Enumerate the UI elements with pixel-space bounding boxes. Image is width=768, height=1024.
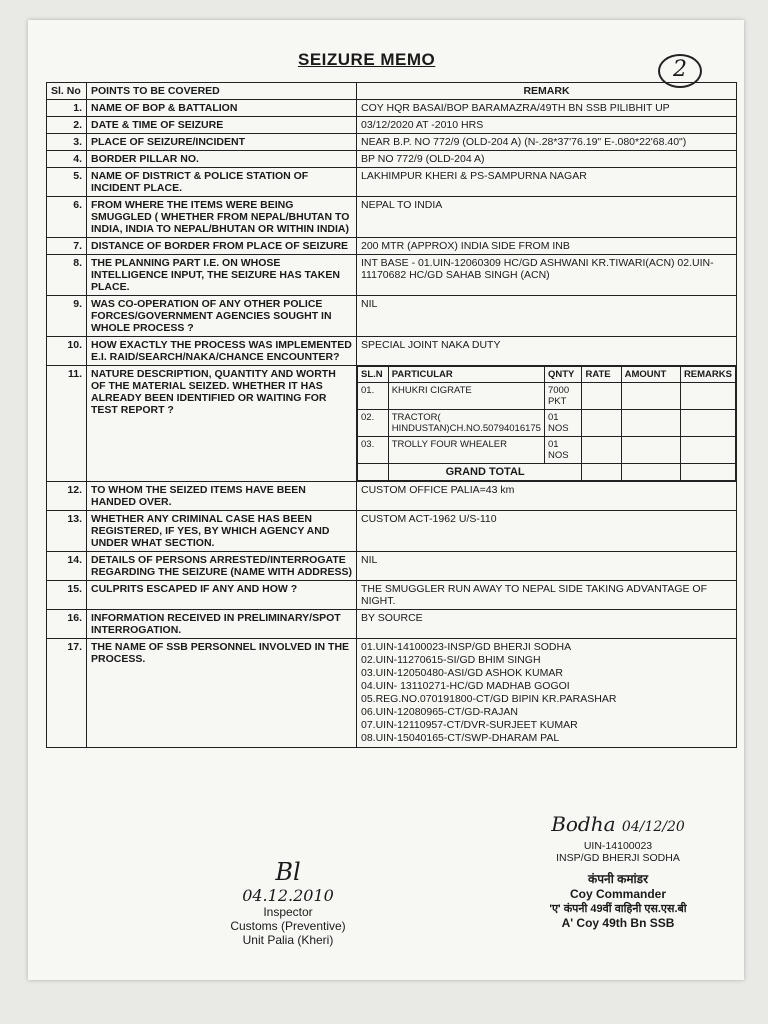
coy-commander-signature-block — [508, 812, 728, 930]
personnel-list — [357, 639, 737, 748]
table-row — [47, 134, 737, 151]
personnel-item: 04.UIN- 13110271-HC/GD MADHAB GOGOI — [361, 680, 570, 692]
row-point: WHETHER ANY CRIMINAL CASE HAS BEEN REGISTERED, IF YES, BY WHICH AGENCY AND UNDER WHAT SECTION. — [87, 511, 357, 552]
row-number: 14. — [47, 552, 87, 581]
row-remark: LAKHIMPUR KHERI & PS-SAMPURNA NAGAR — [357, 168, 737, 197]
customs-dept: Customs (Preventive) — [230, 919, 346, 933]
table-row — [47, 151, 737, 168]
header-row — [47, 83, 737, 100]
stamp-hindi-title: कंपनी कमांडर — [588, 872, 648, 886]
customs-initials: Bl — [275, 858, 301, 886]
customs-date: 04.12.2010 — [242, 886, 334, 905]
item-row — [358, 383, 736, 410]
row-remark: SPECIAL JOINT NAKA DUTY — [357, 337, 737, 366]
item-sl: 01. — [358, 383, 389, 410]
document-number: 2 — [658, 54, 702, 88]
table-row — [47, 238, 737, 255]
row-number: 1. — [47, 100, 87, 117]
row-remark: NEAR B.P. NO 772/9 (OLD-204 A) (N-.28*37'76.19" E-.080*22'68.40") — [357, 134, 737, 151]
row-point: NAME OF DISTRICT & POLICE STATION OF INCIDENT PLACE. — [87, 168, 357, 197]
items-col-header: REMARKS — [680, 367, 735, 383]
items-col-header: SL.N — [358, 367, 389, 383]
row-number: 10. — [47, 337, 87, 366]
items-table — [357, 366, 736, 481]
item-particular: TROLLY FOUR WHEALER — [388, 437, 544, 464]
table-row — [47, 552, 737, 581]
row-number: 11. — [47, 366, 87, 482]
stamp-unit: A' Coy 49th Bn SSB — [561, 916, 675, 930]
row-point: NAME OF BOP & BATTALION — [87, 100, 357, 117]
row-remark: CUSTOM ACT-1962 U/S-110 — [357, 511, 737, 552]
table-row — [47, 197, 737, 238]
item-sl: 03. — [358, 437, 389, 464]
personnel-item: 01.UIN-14100023-INSP/GD BHERJI SODHA — [361, 641, 572, 653]
seizure-table — [46, 82, 737, 748]
personnel-item: 07.UIN-12110957-CT/DVR-SURJEET KUMAR — [361, 719, 578, 731]
table-row — [47, 117, 737, 134]
row-number: 3. — [47, 134, 87, 151]
table-row — [47, 168, 737, 197]
row-point: NATURE DESCRIPTION, QUANTITY AND WORTH OF THE MATERIAL SEIZED. WHETHER IT HAS ALREADY BEEN IDENTIFIED OR WAITING FOR TEST REPORT ? — [87, 366, 357, 482]
row-remark: COY HQR BASAI/BOP BARAMAZRA/49TH BN SSB PILIBHIT UP — [357, 100, 737, 117]
item-qnty: 01 NOS — [544, 410, 582, 437]
row-remark: THE SMUGGLER RUN AWAY TO NEPAL SIDE TAKING ADVANTAGE OF NIGHT. — [357, 581, 737, 610]
memo-page — [28, 20, 744, 980]
grand-total-row — [358, 464, 736, 481]
row-remark: BY SOURCE — [357, 610, 737, 639]
row-point: INFORMATION RECEIVED IN PRELIMINARY/SPOT INTERROGATION. — [87, 610, 357, 639]
row-number: 12. — [47, 482, 87, 511]
row-number: 6. — [47, 197, 87, 238]
row-remark: BP NO 772/9 (OLD-204 A) — [357, 151, 737, 168]
row-point: DATE & TIME OF SEIZURE — [87, 117, 357, 134]
commander-name: INSP/GD BHERJI SODHA — [556, 852, 680, 864]
item-qnty: 01 NOS — [544, 437, 582, 464]
personnel-item: 06.UIN-12080965-CT/GD-RAJAN — [361, 706, 518, 718]
row-number: 15. — [47, 581, 87, 610]
row-remark: NEPAL TO INDIA — [357, 197, 737, 238]
row-point: TO WHOM THE SEIZED ITEMS HAVE BEEN HANDED OVER. — [87, 482, 357, 511]
row-point: BORDER PILLAR NO. — [87, 151, 357, 168]
table-row — [47, 337, 737, 366]
header-sl: Sl. No — [47, 83, 87, 100]
stamp-title: Coy Commander — [569, 887, 667, 901]
row-point: PLACE OF SEIZURE/INCIDENT — [87, 134, 357, 151]
row-point: WAS CO-OPERATION OF ANY OTHER POLICE FORCES/GOVERNMENT AGENCIES SOUGHT IN WHOLE PROCESS ? — [87, 296, 357, 337]
item-sl: 02. — [358, 410, 389, 437]
row-number: 16. — [47, 610, 87, 639]
customs-unit: Unit Palia (Kheri) — [242, 933, 334, 947]
item-row — [358, 410, 736, 437]
row-number: 2. — [47, 117, 87, 134]
item-row — [358, 437, 736, 464]
table-row — [47, 366, 737, 482]
row-point: CULPRITS ESCAPED IF ANY AND HOW ? — [87, 581, 357, 610]
commander-uin: UIN-14100023 — [583, 840, 653, 852]
customs-title: Inspector — [263, 905, 313, 919]
table-row — [47, 511, 737, 552]
items-col-header: QNTY — [544, 367, 582, 383]
items-col-header: AMOUNT — [621, 367, 680, 383]
row-number: 7. — [47, 238, 87, 255]
table-row — [47, 482, 737, 511]
table-row — [47, 255, 737, 296]
row-remark: NIL — [357, 552, 737, 581]
row-number: 8. — [47, 255, 87, 296]
personnel-item: 02.UIN-11270615-SI/GD BHIM SINGH — [361, 654, 541, 666]
header-remark: REMARK — [357, 83, 737, 100]
row-number: 4. — [47, 151, 87, 168]
grand-total-label: GRAND TOTAL — [388, 464, 582, 481]
row-point: THE PLANNING PART I.E. ON WHOSE INTELLIGENCE INPUT, THE SEIZURE HAS TAKEN PLACE. — [87, 255, 357, 296]
table-row — [47, 296, 737, 337]
customs-signature-block — [188, 858, 388, 947]
personnel-item: 03.UIN-12050480-ASI/GD ASHOK KUMAR — [361, 667, 563, 679]
personnel-item: 08.UIN-15040165-CT/SWP-DHARAM PAL — [361, 732, 560, 744]
items-header-row — [358, 367, 736, 383]
item-particular: KHUKRI CIGRATE — [388, 383, 544, 410]
item-particular: TRACTOR( HINDUSTAN)CH.NO.50794016175 — [388, 410, 544, 437]
row-point: HOW EXACTLY THE PROCESS WAS IMPLEMENTED E.I. RAID/SEARCH/NAKA/CHANCE ENCOUNTER? — [87, 337, 357, 366]
row-point: DETAILS OF PERSONS ARRESTED/INTERROGATE REGARDING THE SEIZURE (NAME WITH ADDRESS) — [87, 552, 357, 581]
row-number: 5. — [47, 168, 87, 197]
row-remark: CUSTOM OFFICE PALIA=43 km — [357, 482, 737, 511]
row-point: FROM WHERE THE ITEMS WERE BEING SMUGGLED ( WHETHER FROM NEPAL/BHUTAN TO INDIA, INDIA TO NEPAL/BHUTAN OR WITHIN INDIA) — [87, 197, 357, 238]
row-number: 9. — [47, 296, 87, 337]
row-remark: INT BASE - 01.UIN-12060309 HC/GD ASHWANI KR.TIWARI(ACN) 02.UIN-11170682 HC/GD SAHAB SINGH (ACN) — [357, 255, 737, 296]
commander-signature: Bodha 04/12/20 — [551, 812, 685, 836]
page-title: SEIZURE MEMO — [298, 50, 436, 69]
header-points: POINTS TO BE COVERED — [87, 83, 357, 100]
row-point: DISTANCE OF BORDER FROM PLACE OF SEIZURE — [87, 238, 357, 255]
row-number: 13. — [47, 511, 87, 552]
table-row — [47, 639, 737, 748]
items-col-header: PARTICULAR — [388, 367, 544, 383]
table-row — [47, 581, 737, 610]
stamp-hindi-unit: 'ए' कंपनी 49वीं वाहिनी एस.एस.बी — [549, 903, 687, 915]
item-qnty: 7000 PKT — [544, 383, 582, 410]
row-point: THE NAME OF SSB PERSONNEL INVOLVED IN THE PROCESS. — [87, 639, 357, 748]
row-remark: 03/12/2020 AT -2010 HRS — [357, 117, 737, 134]
personnel-item: 05.REG.NO.070191800-CT/GD BIPIN KR.PARASHAR — [361, 693, 617, 705]
row-remark: NIL — [357, 296, 737, 337]
items-col-header: RATE — [582, 367, 621, 383]
row-number: 17. — [47, 639, 87, 748]
table-row — [47, 100, 737, 117]
row-remark: 200 MTR (APPROX) INDIA SIDE FROM INB — [357, 238, 737, 255]
table-row — [47, 610, 737, 639]
